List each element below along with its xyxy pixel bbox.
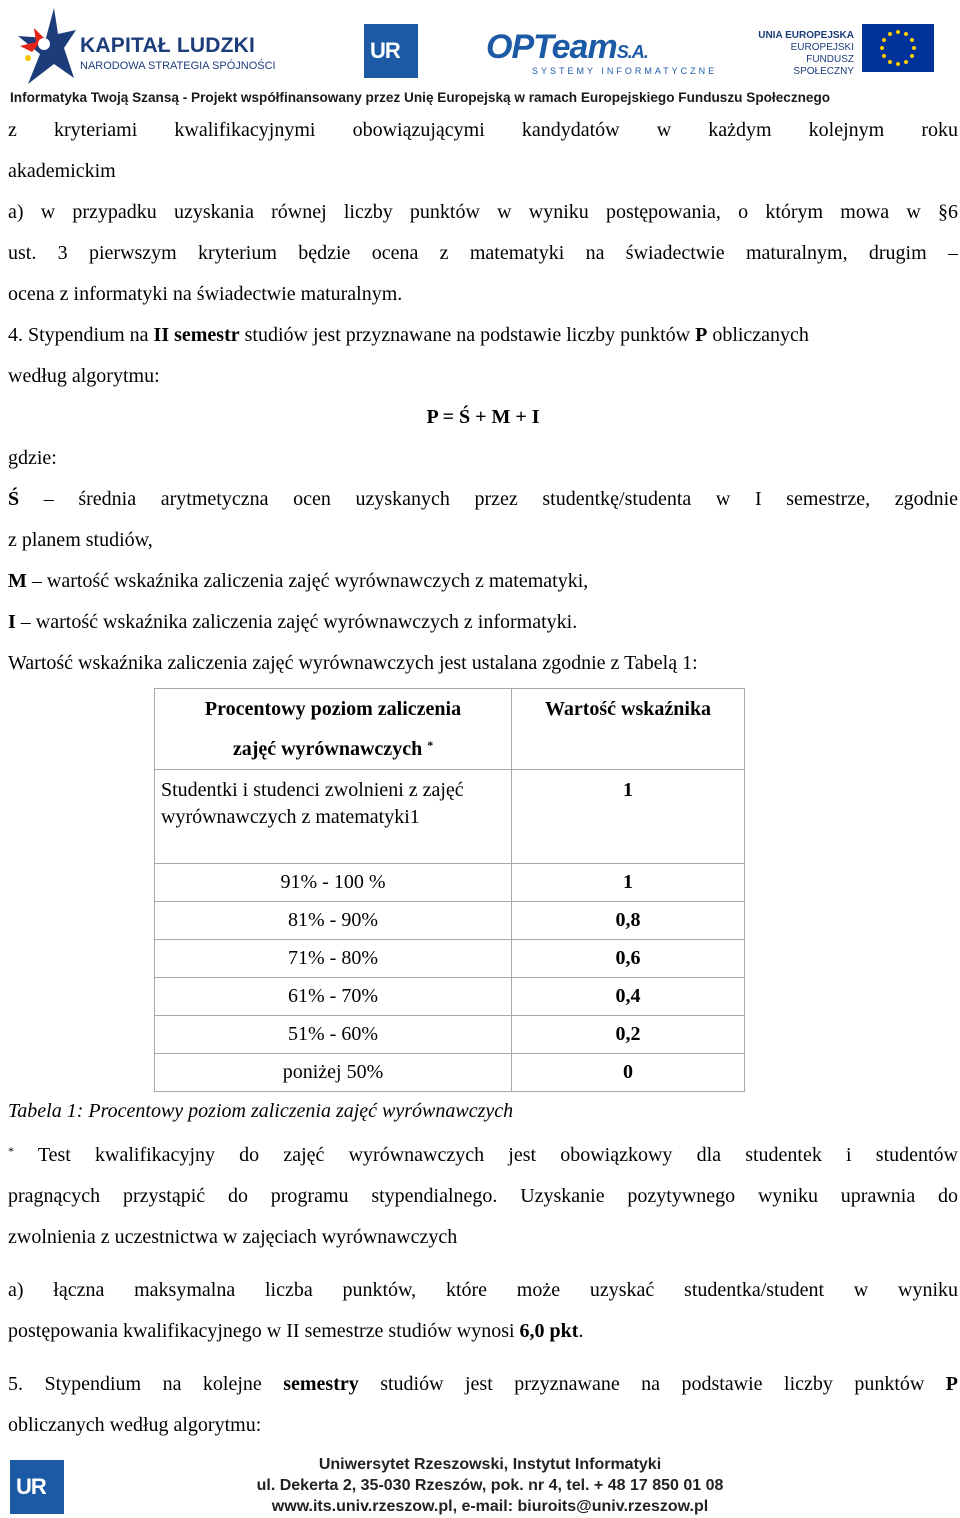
table-caption: Tabela 1: Procentowy poziom zaliczenia zajęć wyrównawczych — [8, 1100, 514, 1122]
table-cell-range: 51% - 60% — [155, 1016, 512, 1054]
footnote-line: pragnących przystąpić do programu stypendialnego. Uzyskanie pozytywnego wyniku uprawnia do — [8, 1185, 958, 1207]
page-footer — [0, 1450, 960, 1518]
table-cell-range: Studentki i studenci zwolnieni z zajęć wyrównawczych z matematyki1 — [155, 770, 512, 864]
table-cell-value: 1 — [512, 864, 745, 902]
paragraph-line: ocena z informatyki na świadectwie maturalnym. — [8, 283, 403, 305]
footnote-line: zwolnienia z uczestnictwa w zajęciach wyrównawczych — [8, 1226, 458, 1248]
table-row — [155, 978, 745, 1016]
table-cell-range: poniżej 50% — [155, 1054, 512, 1092]
definition-i: I – wartość wskaźnika zaliczenia zajęć wyrównawczych z informatyki. — [8, 611, 578, 633]
opteam-logo: OPTeamS.A. — [486, 28, 648, 66]
paragraph-line: z planem studiów, — [8, 529, 153, 551]
table-cell-value: 0,8 — [512, 902, 745, 940]
footer-contact: www.its.univ.rzeszow.pl, e-mail: biuroits@univ.rzeszow.pl — [271, 1498, 709, 1515]
eu-logo-text: UNIA EUROPEJSKA EUROPEJSKI FUNDUSZ SPOŁECZNY — [758, 30, 854, 77]
project-tagline: Informatyka Twoją Szansą - Projekt współfinansowany przez Unię Europejską w ramach Europejskiego Funduszu Społecznego — [10, 90, 831, 105]
table-cell-value: 1 — [512, 770, 745, 864]
kapital-ludzki-subtitle: NARODOWA STRATEGIA SPÓJNOŚCI — [80, 60, 276, 72]
paragraph-line: a) łączna maksymalna liczba punktów, które może uzyskać studentka/student w wyniku — [8, 1279, 958, 1301]
footer-institution: Uniwersytet Rzeszowski, Instytut Informatyki — [318, 1456, 662, 1473]
table-cell-range: 71% - 80% — [155, 940, 512, 978]
paragraph-5-heading: 5. Stypendium na kolejne semestry studiów jest przyznawane na podstawie liczby punktów P — [8, 1373, 958, 1395]
table-row — [155, 864, 745, 902]
paragraph-line: a) w przypadku uzyskania równej liczby punktów w wyniku postępowania, o którym mowa w §6 — [8, 201, 958, 223]
document-notes — [8, 1135, 958, 1446]
eu-flag-icon — [862, 24, 934, 72]
footer-address — [230, 1454, 750, 1517]
table-header-range: Procentowy poziom zaliczenia zajęć wyrównawczych * — [155, 689, 512, 770]
paragraph-4-heading: 4. Stypendium na II semestr studiów jest przyznawane na podstawie liczby punktów P obliczanych — [8, 324, 809, 346]
paragraph-line: obliczanych według algorytmu: — [8, 1414, 262, 1436]
paragraph-line: według algorytmu: — [8, 365, 160, 387]
paragraph-line: z kryteriami kwalifikacyjnymi obowiązującymi kandydatów w każdym kolejnym roku — [8, 119, 958, 141]
table-intro: Wartość wskaźnika zaliczenia zajęć wyrównawczych jest ustalana zgodnie z Tabelą 1: — [8, 652, 698, 674]
footer-address-line: ul. Dekerta 2, 35-030 Rzeszów, pok. nr 4, tel. + 48 17 850 01 08 — [256, 1477, 724, 1494]
table-row — [155, 940, 745, 978]
table-row — [155, 770, 745, 864]
definition-m: M – wartość wskaźnika zaliczenia zajęć wyrównawczych z matematyki, — [8, 570, 589, 592]
table-row — [155, 1054, 745, 1092]
table-cell-range: 61% - 70% — [155, 978, 512, 1016]
ur-footer-logo: UR — [10, 1460, 64, 1514]
paragraph-line: postępowania kwalifikacyjnego w II semestrze studiów wynosi 6,0 pkt. — [8, 1320, 584, 1342]
page-header — [0, 0, 960, 112]
table-cell-range: 81% - 90% — [155, 902, 512, 940]
table-cell-value: 0 — [512, 1054, 745, 1092]
kapital-ludzki-title: KAPITAŁ LUDZKI — [80, 34, 256, 57]
indicator-table — [154, 688, 745, 1092]
table-cell-value: 0,6 — [512, 940, 745, 978]
table-cell-value: 0,2 — [512, 1016, 745, 1054]
kapital-ludzki-logo — [14, 8, 276, 86]
footnote-line: * Test kwalifikacyjny do zajęć wyrównawczych jest obowiązkowy dla studentek i studentów — [8, 1144, 958, 1166]
table-cell-value: 0,4 — [512, 978, 745, 1016]
table-header-row — [155, 689, 745, 770]
kapital-ludzki-star-icon — [14, 8, 78, 88]
formula: P = Ś + M + I — [426, 406, 540, 428]
table-cell-range: 91% - 100 % — [155, 864, 512, 902]
paragraph-line: ust. 3 pierwszym kryterium będzie ocena z matematyki na świadectwie maturalnym, drugim – — [8, 242, 958, 264]
opteam-subtitle: SYSTEMY INFORMATYCZNE — [532, 66, 718, 76]
table-header-value: Wartość wskaźnika — [512, 689, 745, 770]
paragraph-line: akademickim — [8, 160, 116, 182]
table-row — [155, 1016, 745, 1054]
document-body — [8, 110, 958, 684]
definition-s: Ś – średnia arytmetyczna ocen uzyskanych przez studentkę/studenta w I semestrze, zgodnie — [8, 488, 958, 510]
ur-logo: UR — [364, 24, 418, 78]
gdzie-label: gdzie: — [8, 447, 57, 469]
table-row — [155, 902, 745, 940]
